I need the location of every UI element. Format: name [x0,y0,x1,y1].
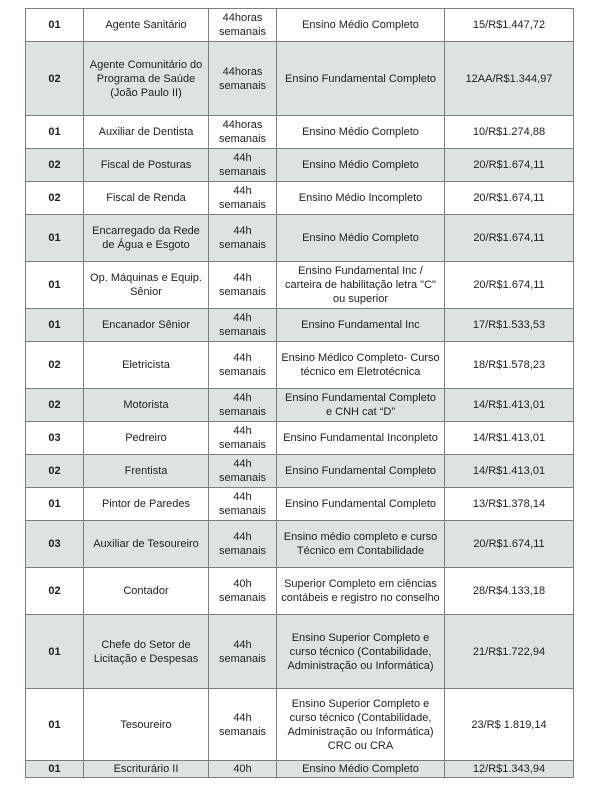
cell-vacancy-salary: 12AA/R$1.344,97 [445,42,574,116]
cell-hours: 44h semanais [209,615,277,689]
cell-hours: 44h semanais [209,342,277,389]
cell-education: Ensino Médio Completo [277,116,445,149]
cell-vacancy-salary: 23/R$ 1.819,14 [445,689,574,761]
cell-vacancy-salary: 21/R$1.722,94 [445,615,574,689]
cell-vacancy-salary: 28/R$4.133,18 [445,568,574,615]
table-row [26,488,574,521]
cell-code: 02 [26,182,84,215]
cell-code: 02 [26,455,84,488]
table-row [26,615,574,689]
cell-hours: 44h semanais [209,262,277,309]
cell-education: Ensino Fundamental Completo [277,488,445,521]
cell-education: Ensino Médico Completo- Curso técnico em Eletrotécnica [277,342,445,389]
job-vacancy-table [25,8,574,778]
cell-code: 01 [26,309,84,342]
cell-hours: 44h semanais [209,182,277,215]
cell-position: Op. Máquinas e Equip. Sênior [84,262,209,309]
cell-education: Ensino Médio Completo [277,149,445,182]
cell-vacancy-salary: 20/R$1.674,11 [445,521,574,568]
table-row [26,521,574,568]
cell-education: Ensino Médio Completo [277,215,445,262]
cell-vacancy-salary: 15/R$1.447,72 [445,9,574,42]
cell-hours: 44horas semanais [209,9,277,42]
cell-hours: 44h semanais [209,309,277,342]
table-row [26,182,574,215]
cell-position: Pedreiro [84,422,209,455]
cell-education: Ensino Fundamental Completo [277,42,445,116]
cell-education: Ensino Fundamental Inc [277,309,445,342]
cell-education: Ensino Fundamental Inconpleto [277,422,445,455]
cell-code: 02 [26,389,84,422]
cell-position: Encarregado da Rede de Água e Esgoto [84,215,209,262]
cell-position: Tesoureiro [84,689,209,761]
cell-education: Ensino Superior Completo e curso técnico (Contabilidade, Administração ou Informática) CRC ou CRA [277,689,445,761]
cell-code: 02 [26,42,84,116]
cell-hours: 44horas semanais [209,42,277,116]
table-row [26,342,574,389]
cell-education: Ensino Fundamental Completo e CNH cat “D” [277,389,445,422]
cell-code: 03 [26,422,84,455]
cell-code: 01 [26,116,84,149]
cell-hours: 44h semanais [209,689,277,761]
cell-vacancy-salary: 17/R$1.533,53 [445,309,574,342]
cell-code: 02 [26,149,84,182]
cell-education: Superior Completo em ciências contábeis e registro no conselho [277,568,445,615]
cell-vacancy-salary: 13/R$1.378,14 [445,488,574,521]
table-row [26,689,574,761]
table-row [26,389,574,422]
cell-position: Fiscal de Posturas [84,149,209,182]
cell-education: Ensino Médio Completo [277,9,445,42]
cell-hours: 40h [209,761,277,778]
cell-code: 01 [26,262,84,309]
table-row [26,422,574,455]
cell-position: Encanador Sênior [84,309,209,342]
table-row [26,455,574,488]
cell-code: 01 [26,488,84,521]
cell-code: 03 [26,521,84,568]
cell-vacancy-salary: 14/R$1.413,01 [445,455,574,488]
table-row [26,568,574,615]
cell-hours: 44horas semanais [209,116,277,149]
cell-code: 01 [26,761,84,778]
cell-position: Contador [84,568,209,615]
cell-position: Auxiliar de Dentista [84,116,209,149]
cell-education: Ensino Médio Incompleto [277,182,445,215]
cell-vacancy-salary: 10/R$1.274,88 [445,116,574,149]
cell-hours: 44h semanais [209,149,277,182]
table-row [26,149,574,182]
cell-hours: 44h semanais [209,389,277,422]
cell-hours: 44h semanais [209,422,277,455]
cell-vacancy-salary: 14/R$1.413,01 [445,389,574,422]
table-row [26,309,574,342]
cell-education: Ensino Superior Completo e curso técnico (Contabilidade, Administração ou Informática) [277,615,445,689]
table-row [26,42,574,116]
cell-position: Pintor de Paredes [84,488,209,521]
table-row [26,9,574,42]
cell-hours: 40h semanais [209,568,277,615]
cell-code: 02 [26,342,84,389]
cell-vacancy-salary: 14/R$1.413,01 [445,422,574,455]
cell-position: Auxiliar de Tesoureiro [84,521,209,568]
cell-code: 01 [26,615,84,689]
cell-position: Agente Sanitário [84,9,209,42]
cell-education: Ensino Médio Completo [277,761,445,778]
cell-vacancy-salary: 20/R$1.674,11 [445,182,574,215]
cell-position: Chefe do Setor de Licitação e Despesas [84,615,209,689]
cell-code: 01 [26,689,84,761]
cell-position: Eletricista [84,342,209,389]
cell-code: 01 [26,215,84,262]
table-row [26,215,574,262]
job-table-body [26,9,574,778]
table-row [26,116,574,149]
cell-vacancy-salary: 20/R$1.674,11 [445,262,574,309]
cell-vacancy-salary: 20/R$1.674,11 [445,215,574,262]
cell-hours: 44h semanais [209,521,277,568]
table-row [26,262,574,309]
cell-vacancy-salary: 18/R$1.578,23 [445,342,574,389]
cell-vacancy-salary: 20/R$1.674,11 [445,149,574,182]
cell-position: Fiscal de Renda [84,182,209,215]
cell-position: Frentista [84,455,209,488]
cell-hours: 44h semanais [209,488,277,521]
cell-code: 02 [26,568,84,615]
table-row [26,761,574,778]
cell-vacancy-salary: 12/R$1.343,94 [445,761,574,778]
cell-hours: 44h semanais [209,455,277,488]
cell-position: Escriturário II [84,761,209,778]
cell-education: Ensino Fundamental Inc / carteira de habilitação letra "C" ou superior [277,262,445,309]
cell-hours: 44h semanais [209,215,277,262]
cell-position: Agente Comunitário do Programa de Saúde (João Paulo II) [84,42,209,116]
cell-position: Motorista [84,389,209,422]
cell-education: Ensino Fundamental Completo [277,455,445,488]
cell-code: 01 [26,9,84,42]
cell-education: Ensino médio completo e curso Técnico em Contabilidade [277,521,445,568]
